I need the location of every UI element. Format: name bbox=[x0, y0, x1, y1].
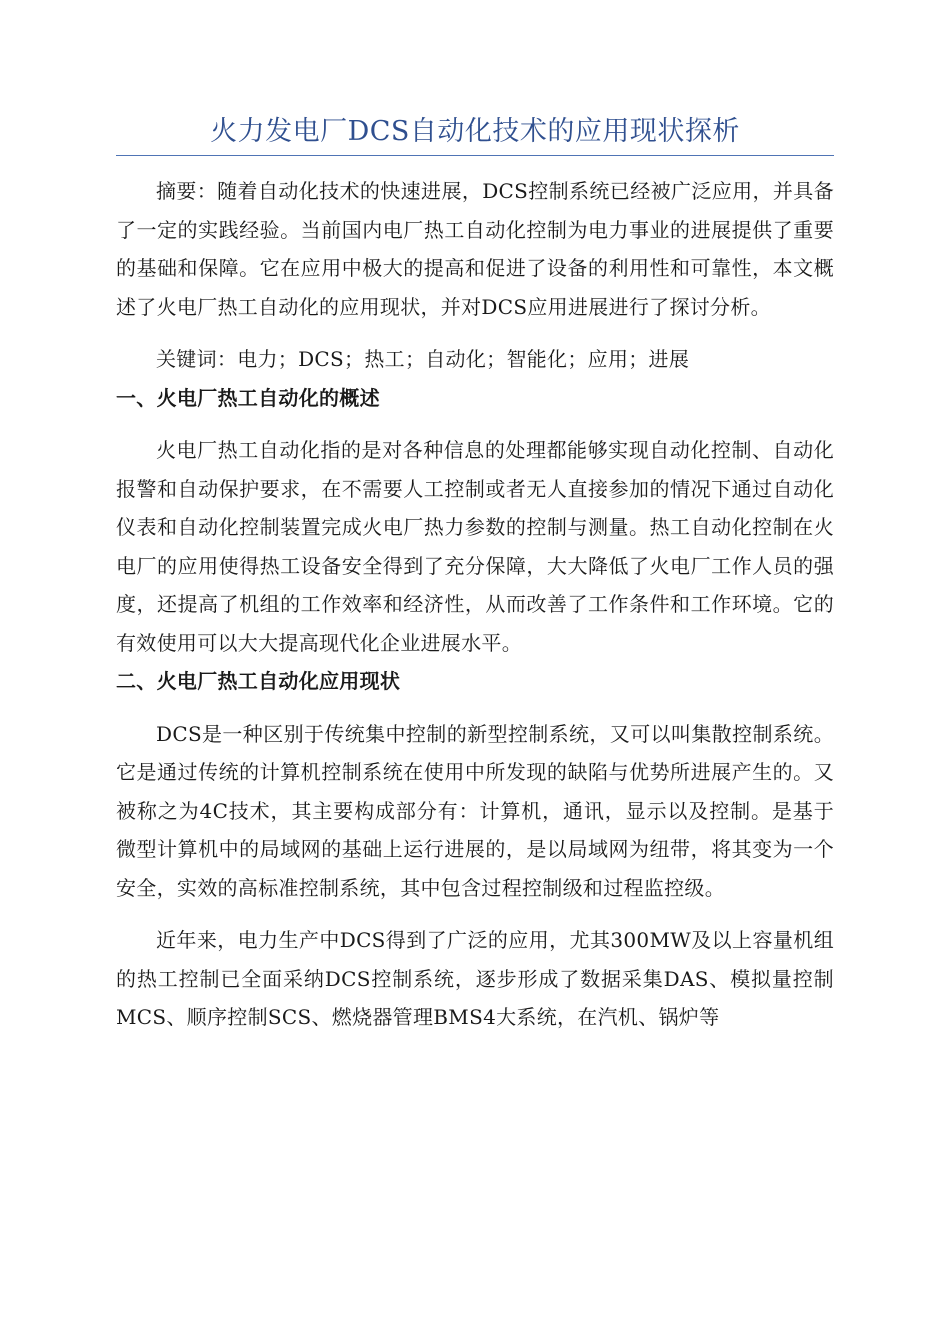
document-title: 火力发电厂DCS自动化技术的应用现状探析 bbox=[210, 116, 740, 147]
section-heading-2: 二、火电厂热工自动化应用现状 bbox=[116, 669, 401, 693]
section-2-paragraph-1: DCS是一种区别于传统集中控制的新型控制系统，又可以叫集散控制系统。它是通过传统的计算机控制系统在使用中所发现的缺陷与优势所进展产生的。又被称之为4C技术，其主要构成部分有：计算机，通讯，显示以及控制。是基于微型计算机中的局域网的基础上运行进展的，是以局域网为纽带，将其变为一个安全，实效的高标准控制系统，其中包含过程控制级和过程监控级。 bbox=[116, 721, 834, 900]
document-body bbox=[116, 172, 834, 1037]
section-heading-1: 一、火电厂热工自动化的概述 bbox=[116, 385, 380, 410]
title-underline bbox=[116, 155, 834, 156]
abstract-paragraph: 摘要：随着自动化技术的快速进展，DCS控制系统已经被广泛应用，并具备了一定的实践经验。当前国内电厂热工自动化控制为电力事业的进展提供了重要的基础和保障。它在应用中极大的提高和促进了设备的利用性和可靠性，本文概述了火电厂热工自动化的应用现状，并对DCS应用进展进行了探讨分析。 bbox=[116, 179, 834, 319]
section-2-paragraph-2: 近年来，电力生产中DCS得到了广泛的应用，尤其300MW及以上容量机组的热工控制已全面采纳DCS控制系统，逐步形成了数据采集DAS、模拟量控制MCS、顺序控制SCS、燃烧器管理BMS4大系统，在汽机、锅炉等 bbox=[116, 928, 834, 1029]
keywords-paragraph: 关键词：电力；DCS；热工；自动化；智能化；应用；进展 bbox=[156, 347, 690, 371]
section-1-paragraph-1: 火电厂热工自动化指的是对各种信息的处理都能够实现自动化控制、自动化报警和自动保护要求，在不需要人工控制或者无人直接参加的情况下通过自动化仪表和自动化控制装置完成火电厂热力参数的控制与测量。热工自动化控制在火电厂的应用使得热工设备安全得到了充分保障，大大降低了火电厂工作人员的强度，还提高了机组的工作效率和经济性，从而改善了工作条件和工作环境。它的有效使用可以大大提高现代化企业进展水平。 bbox=[116, 438, 834, 655]
